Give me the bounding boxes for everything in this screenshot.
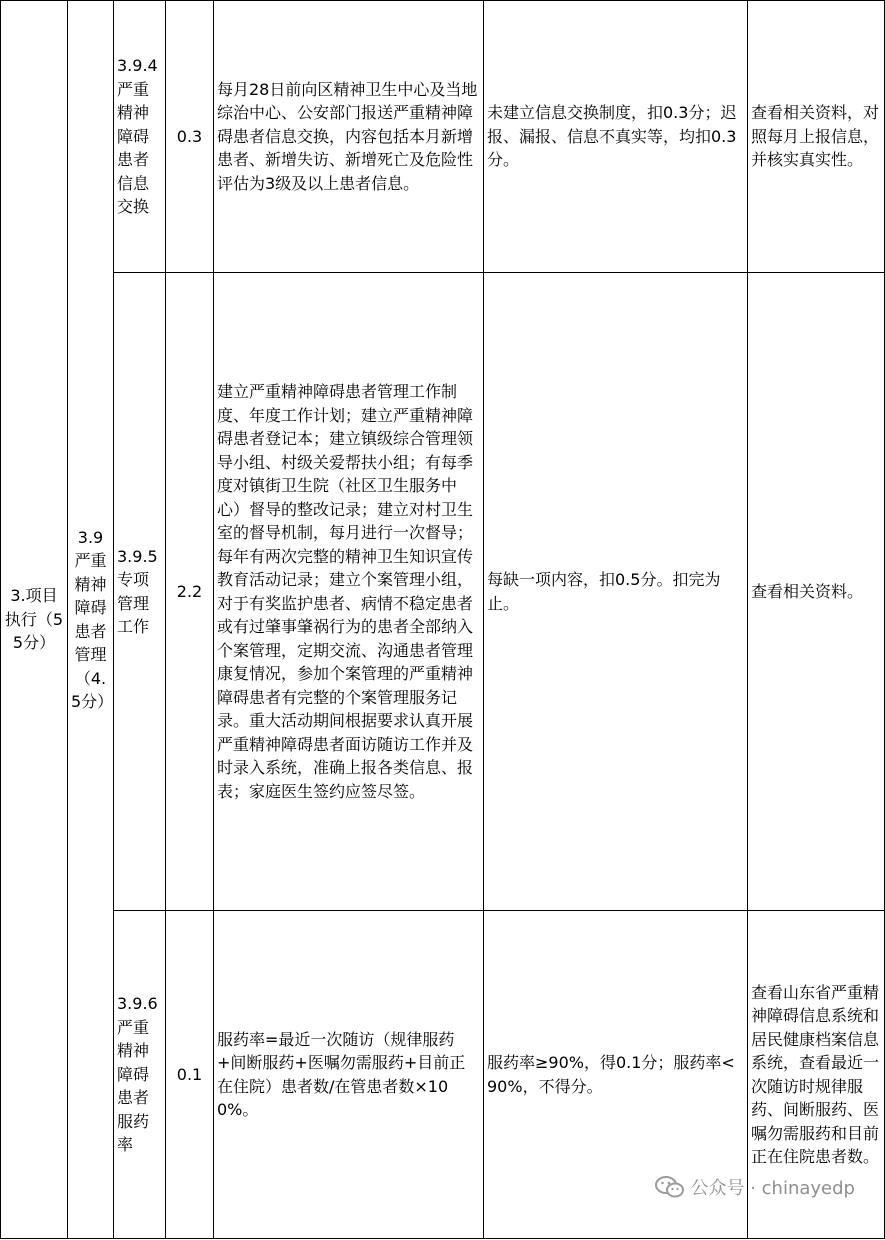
method-cell: 查看相关资料。 (748, 273, 885, 911)
subcategory-cell: 3.9 严重精神障碍患者管理（4.5分） (68, 1, 114, 1239)
method-cell: 查看相关资料，对照每月上报信息，并核实真实性。 (748, 1, 885, 273)
criteria-cell: 未建立信息交换制度，扣0.3分；迟报、漏报、信息不真实等，均扣0.3分。 (484, 1, 748, 273)
content-cell: 服药率=最近一次随访（规律服药+间断服药+医嘱勿需服药+目前正在住院）患者数/在管患者数×100%。 (214, 911, 484, 1239)
item-cell: 3.9.5 专项管理工作 (114, 273, 166, 911)
table-row (1, 273, 885, 911)
content-cell: 每月28日前向区精神卫生中心及当地综治中心、公安部门报送严重精神障碍患者信息交换，内容包括本月新增患者、新增失访、新增死亡及危险性评估为3级及以上患者信息。 (214, 1, 484, 273)
wechat-icon (655, 1175, 685, 1199)
method-cell: 查看山东省严重精神障碍信息系统和居民健康档案信息系统，查看最近一次随访时规律服药、间断服药、医嘱勿需服药和目前正在住院患者数。 (748, 911, 885, 1239)
score-cell: 0.1 (166, 911, 214, 1239)
table-row (1, 1, 885, 273)
score-cell: 2.2 (166, 273, 214, 911)
criteria-cell: 服药率≥90%，得0.1分；服药率<90%，不得分。 (484, 911, 748, 1239)
content-cell: 建立严重精神障碍患者管理工作制度、年度工作计划；建立严重精神障碍患者登记本；建立镇级综合管理领导小组、村级关爱帮扶小组；有每季度对镇街卫生院（社区卫生服务中心）督导的整改记录；建立对村卫生室的督导机制，每月进行一次督导；每年有两次完整的精神卫生知识宣传教育活动记录；建立个案管理小组，对于有奖监护患者、病情不稳定患者或有过肇事肇祸行为的患者全部纳入个案管理，定期交流、沟通患者管理康复情况，参加个案管理的严重精神障碍患者有完整的个案管理服务记录。重大活动期间根据要求认真开展严重精神障碍患者面访随访工作并及时录入系统，准确上报各类信息、报表；家庭医生签约应签尽签。 (214, 273, 484, 911)
score-cell: 0.3 (166, 1, 214, 273)
watermark-text: 公众号 · chinayedp (690, 1178, 855, 1199)
category-cell: 3.项目执行（55分） (1, 1, 68, 1239)
watermark (655, 1174, 856, 1200)
item-cell: 3.9.6 严重精神障碍患者服药率 (114, 911, 166, 1239)
item-cell: 3.9.4 严重精神障碍患者信息交换 (114, 1, 166, 273)
criteria-cell: 每缺一项内容，扣0.5分。扣完为止。 (484, 273, 748, 911)
